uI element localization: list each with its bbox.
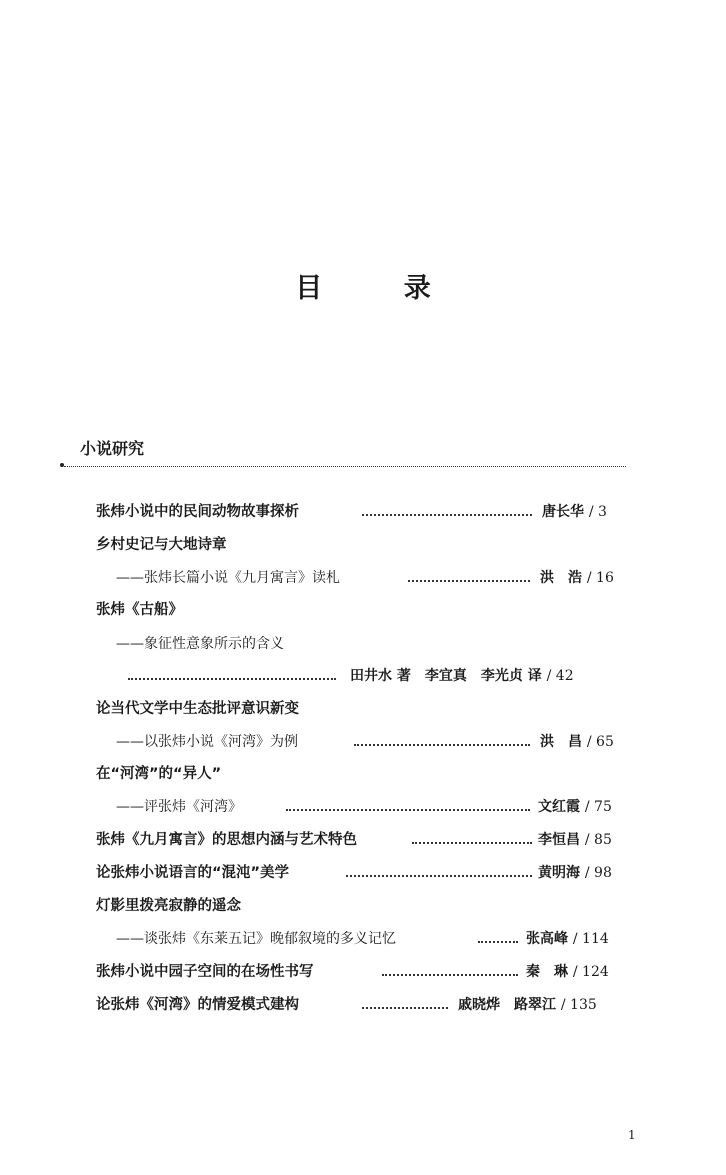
entry-author: 唐长华 — [542, 504, 584, 520]
leader-dots — [286, 809, 530, 811]
toc-entry — [96, 697, 299, 721]
entry-page: / 16 — [586, 570, 614, 586]
leader-dots — [478, 941, 518, 943]
leader-dots — [362, 1007, 448, 1009]
entry-page: / 65 — [586, 734, 614, 750]
entry-author: 李恒昌 — [538, 832, 580, 848]
toc-entry — [96, 828, 630, 852]
leader-dots — [128, 678, 336, 680]
entry-page: / 98 — [584, 865, 612, 881]
entry-page: / 124 — [572, 964, 609, 980]
entry-subtitle: ——张炜长篇小说《九月寓言》读札 — [116, 570, 340, 586]
entry-subtitle: ——以张炜小说《河湾》为例 — [116, 734, 298, 750]
toc-entry — [116, 632, 284, 656]
entry-author: 洪 浩 — [540, 570, 582, 586]
entry-page: / 135 — [560, 997, 597, 1013]
entry-page: / 114 — [572, 931, 609, 947]
toc-entry — [116, 730, 630, 754]
leader-dots — [354, 744, 530, 746]
page-title: 目 录 — [295, 273, 467, 304]
entry-title: 张炜《九月寓言》的思想内涵与艺术特色 — [96, 832, 357, 848]
leader-dots — [382, 974, 518, 976]
section-rule — [64, 466, 626, 467]
leader-dots — [362, 514, 532, 516]
toc-entry — [96, 993, 630, 1017]
entry-page: / 3 — [588, 504, 607, 520]
section-heading: 小说研究 — [80, 439, 145, 458]
entry-author: 黄明海 — [538, 865, 580, 881]
entry-page: / 85 — [584, 832, 612, 848]
page-number: 1 — [628, 1128, 636, 1142]
entry-author: 洪 昌 — [540, 734, 582, 750]
toc-entry — [96, 861, 630, 885]
entry-author: 文红霞 — [538, 799, 580, 815]
entry-author: 张高峰 — [526, 931, 568, 947]
leader-dots — [408, 580, 530, 582]
entry-subtitle: ——评张炜《河湾》 — [116, 799, 242, 815]
toc-entry — [96, 533, 227, 557]
entry-page: / 42 — [546, 668, 574, 684]
toc-entry — [96, 500, 630, 524]
entry-title: 论张炜《河湾》的情爱模式建构 — [96, 997, 299, 1013]
toc-entry — [96, 598, 183, 622]
entry-title: 乡村史记与大地诗章 — [96, 537, 227, 553]
leader-dots — [346, 875, 532, 877]
entry-title: 论当代文学中生态批评意识新变 — [96, 701, 299, 717]
toc-entry — [96, 894, 241, 918]
entry-author: 戚晓烨 路翠江 — [458, 997, 556, 1013]
entry-title: 张炜《古船》 — [96, 602, 183, 618]
entry-subtitle: ——谈张炜《东莱五记》晚郁叙境的多义记忆 — [116, 931, 396, 947]
entry-title: 张炜小说中的民间动物故事探析 — [96, 504, 299, 520]
entry-title: 灯影里拨亮寂静的遥念 — [96, 898, 241, 914]
leader-dots — [412, 842, 532, 844]
entry-subtitle: ——象征性意象所示的含义 — [116, 636, 284, 652]
entry-title: 在“河湾”的“异人” — [96, 766, 222, 782]
entry-author: 秦 琳 — [526, 964, 568, 980]
toc-entry — [116, 566, 630, 590]
entry-title: 张炜小说中园子空间的在场性书写 — [96, 964, 314, 980]
toc-entry — [96, 960, 630, 984]
toc-entry — [116, 927, 630, 951]
toc-entry — [96, 762, 221, 786]
entry-page: / 75 — [584, 799, 612, 815]
entry-author: 田井水 著 李宜真 李光贞 译 — [350, 668, 542, 684]
toc-entry — [116, 795, 630, 819]
entry-title: 论张炜小说语言的“混沌”美学 — [96, 865, 290, 881]
toc-entry — [128, 664, 630, 688]
